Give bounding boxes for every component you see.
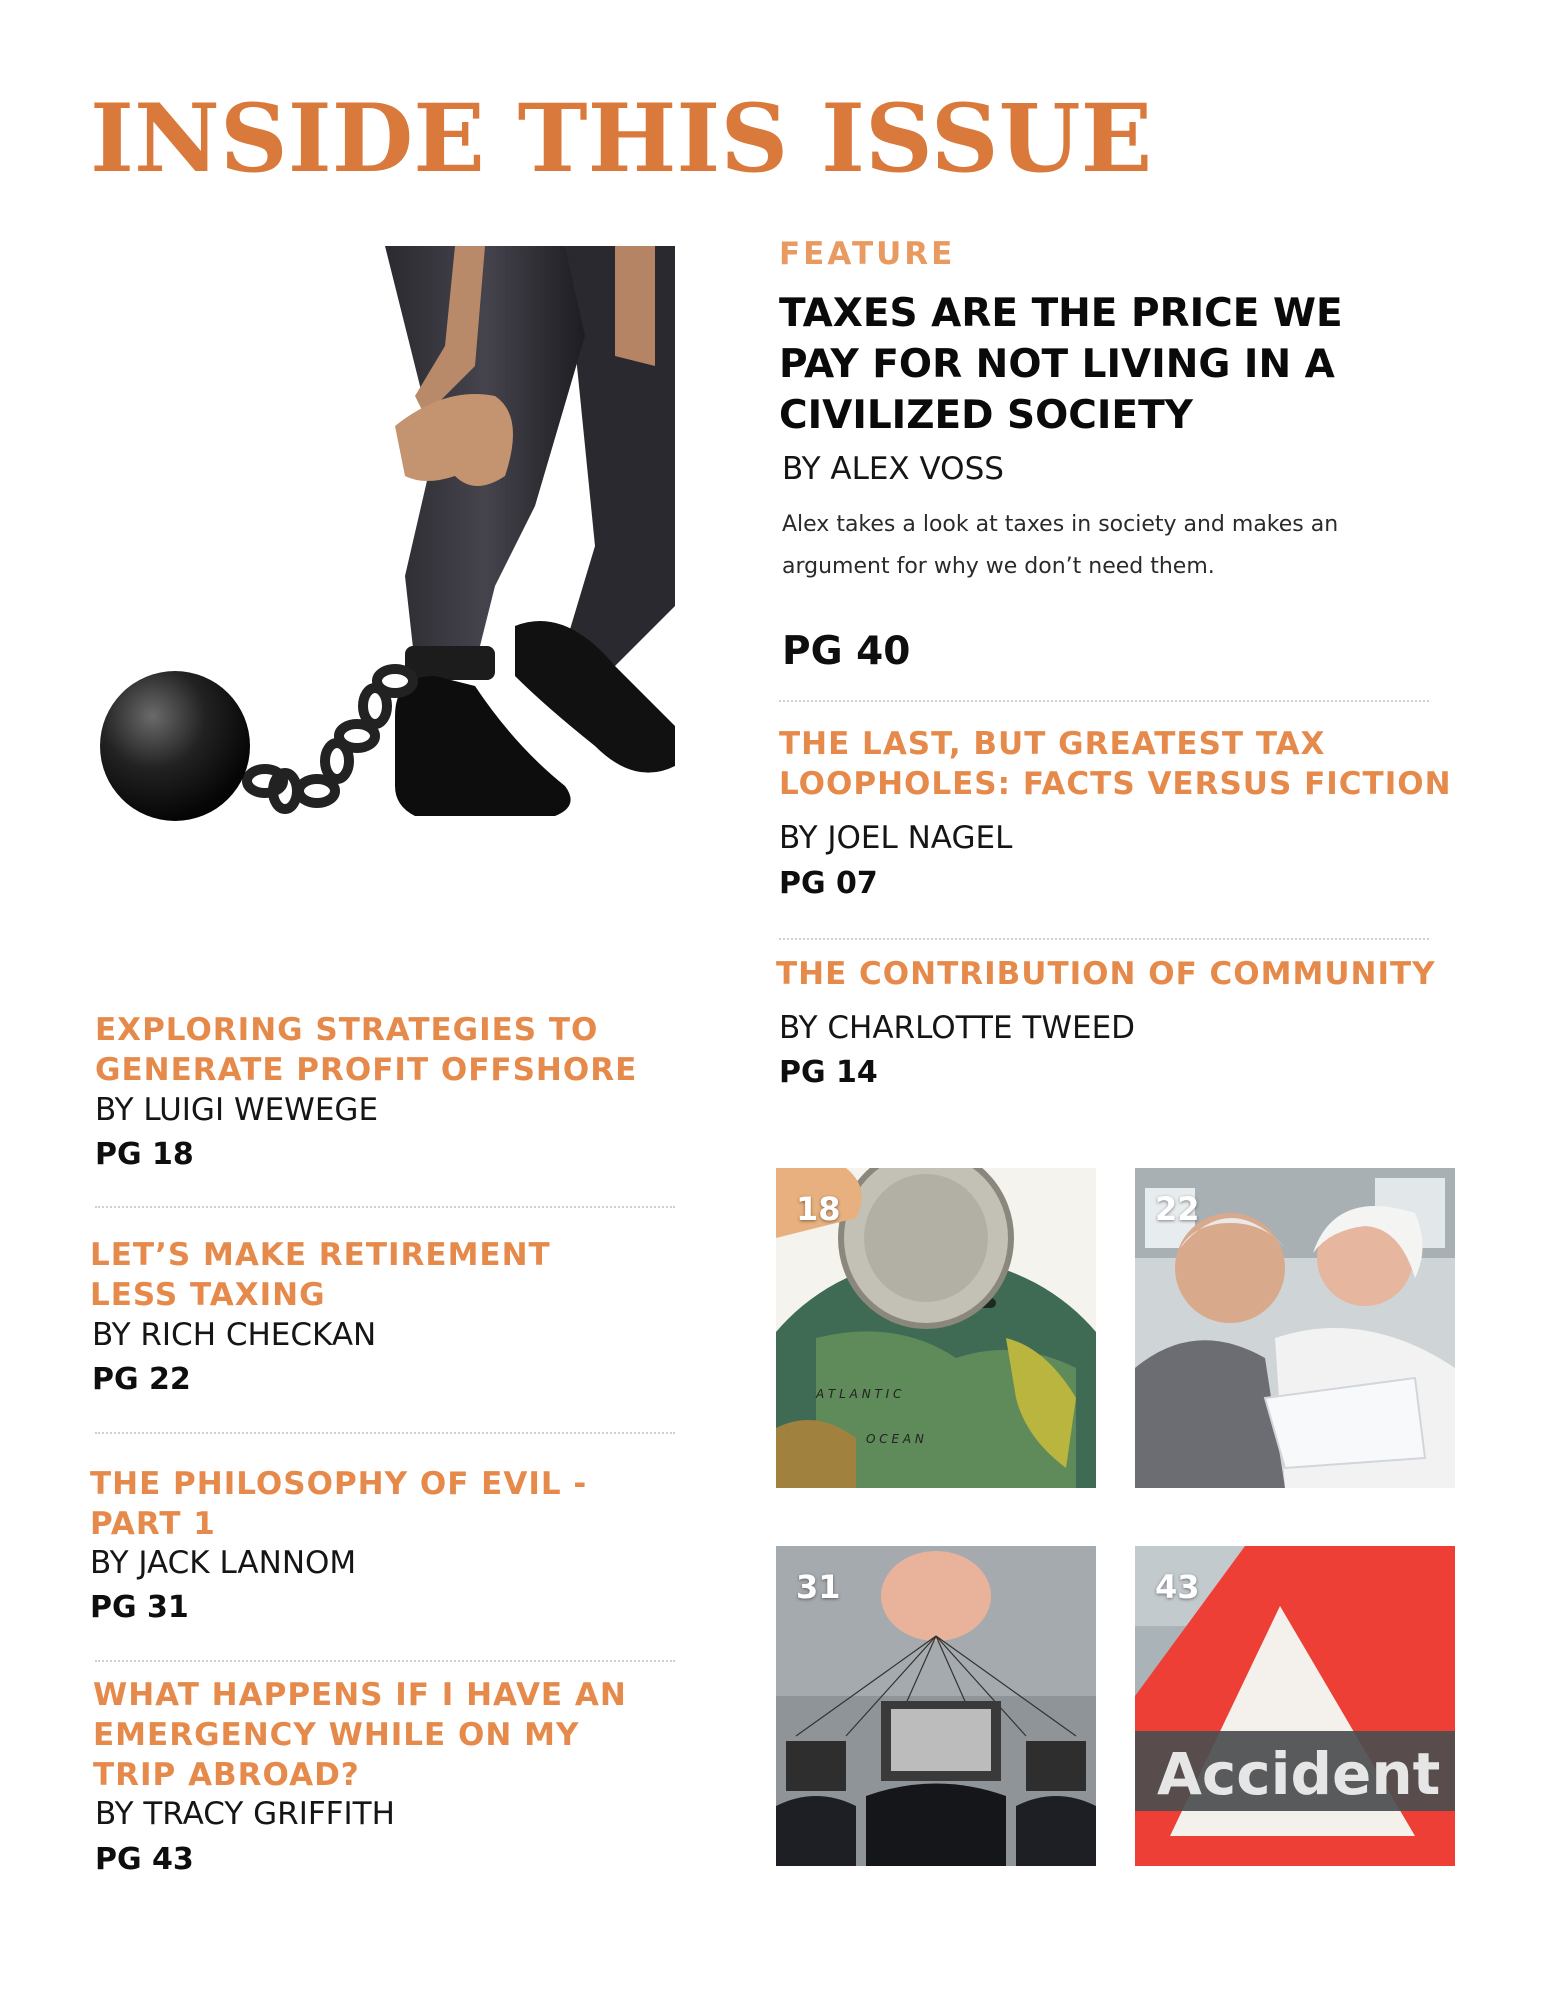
article-page-number: PG 31	[90, 1590, 189, 1625]
feature-byline: BY ALEX VOSS	[782, 451, 1004, 487]
thumbnail-coin-globe[interactable]	[776, 1168, 1096, 1488]
svg-text:A T L A N T I C: A T L A N T I C	[816, 1387, 902, 1401]
feature-title[interactable]: TAXES ARE THE PRICE WE PAY FOR NOT LIVING IN A CIVILIZED SOCIETY	[779, 291, 1343, 438]
feature-page-number: PG 40	[782, 629, 911, 674]
article-title[interactable]: WHAT HAPPENS IF I HAVE AN EMERGENCY WHILE ON MY TRIP ABROAD?	[93, 1677, 627, 1793]
svg-text:O C E A N: O C E A N	[866, 1432, 924, 1446]
article-byline: BY JOEL NAGEL	[779, 820, 1013, 856]
thumbnail-page-number: 18	[796, 1190, 841, 1228]
article-byline: BY TRACY GRIFFITH	[95, 1796, 395, 1832]
feature-label: FEATURE	[779, 236, 956, 272]
thumbnail-page-number: 43	[1155, 1568, 1200, 1606]
divider	[779, 700, 1429, 702]
article-byline: BY JACK LANNOM	[90, 1545, 357, 1581]
thumbnail-page-number: 31	[796, 1568, 841, 1606]
article-byline: BY LUIGI WEWEGE	[95, 1092, 379, 1128]
article-page-number: PG 22	[92, 1362, 191, 1397]
article-byline: BY RICH CHECKAN	[92, 1317, 377, 1353]
article-title[interactable]: THE CONTRIBUTION OF COMMUNITY	[776, 956, 1436, 992]
article-title[interactable]: THE LAST, BUT GREATEST TAX LOOPHOLES: FACTS VERSUS FICTION	[779, 726, 1452, 802]
divider	[95, 1660, 675, 1662]
divider	[779, 938, 1429, 940]
article-title[interactable]: EXPLORING STRATEGIES TO GENERATE PROFIT OFFSHORE	[95, 1012, 638, 1088]
thumbnail-page-number: 22	[1155, 1190, 1200, 1228]
hero-image-ball-and-chain	[95, 246, 675, 896]
article-title[interactable]: LET’S MAKE RETIREMENT LESS TAXING	[90, 1237, 551, 1313]
article-title[interactable]: THE PHILOSOPHY OF EVIL - PART 1	[90, 1466, 588, 1542]
article-page-number: PG 18	[95, 1137, 194, 1172]
article-byline: BY CHARLOTTE TWEED	[779, 1010, 1136, 1046]
thumbnail-puppet-tv-heads[interactable]	[776, 1546, 1096, 1866]
page-title: INSIDE THIS ISSUE	[90, 84, 1153, 194]
thumbnail-elderly-couple[interactable]	[1135, 1168, 1455, 1488]
article-page-number: PG 07	[779, 866, 878, 901]
feature-description: Alex takes a look at taxes in society and makes an argument for why we don’t need them.	[782, 512, 1339, 579]
article-page-number: PG 14	[779, 1055, 878, 1090]
thumbnail-accident-sign[interactable]	[1135, 1546, 1455, 1866]
divider	[95, 1206, 675, 1208]
accident-sign-text: Accident	[1157, 1740, 1441, 1808]
divider	[95, 1432, 675, 1434]
article-page-number: PG 43	[95, 1842, 194, 1877]
